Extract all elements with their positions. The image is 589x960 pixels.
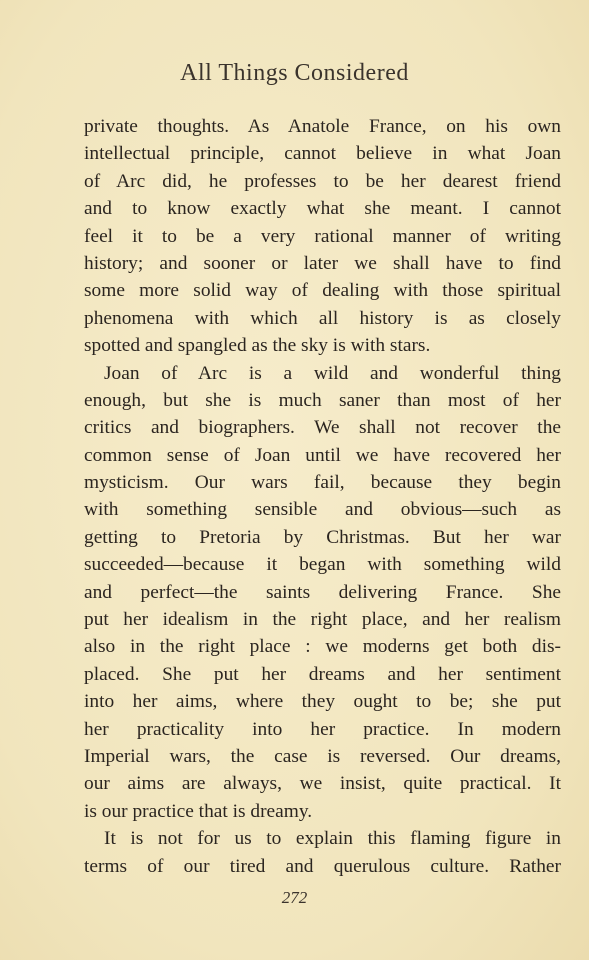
text-line: some more solid way of dealing with those spiritual (84, 280, 561, 302)
text-line: with something sensible and obvious—such as (84, 499, 561, 521)
page-number: 272 (281, 888, 308, 907)
body-text (84, 113, 561, 880)
text-line: private thoughts. As Anatole France, on his own (84, 116, 561, 137)
text-line: feel it to be a very rational manner of writing (84, 225, 561, 247)
text-line: critics and biographers. We shall not recover the (84, 417, 561, 439)
text-line: common sense of Joan until we have recovered her (84, 444, 561, 466)
text-line: mysticism. Our wars fail, because they begin (84, 472, 561, 494)
text-line: placed. She put her dreams and her sentiment (84, 663, 561, 685)
text-line: intellectual principle, cannot believe in what Joan (84, 143, 561, 165)
paragraph-start-line: Joan of Arc is a wild and wonderful thing (104, 362, 561, 384)
text-line: and to know exactly what she meant. I cannot (84, 198, 561, 220)
text-line: history; and sooner or later we shall have to find (84, 252, 561, 274)
text-line: into her aims, where they ought to be; she put (84, 691, 561, 713)
running-head: All Things Considered (180, 60, 409, 86)
text-line: also in the right place : we moderns get both dis- (84, 636, 561, 658)
text-line: her practicality into her practice. In modern (84, 718, 561, 740)
text-line: Imperial wars, the case is reversed. Our dreams, (84, 745, 561, 767)
text-line: getting to Pretoria by Christmas. But her war (84, 526, 561, 548)
text-line: our aims are always, we insist, quite practical. It (84, 773, 561, 795)
text-line: enough, but she is much saner than most of her (84, 389, 561, 411)
text-line: terms of our tired and querulous culture. Rather (84, 855, 561, 877)
text-line: is our practice that is dreamy. (84, 800, 313, 822)
text-line: of Arc did, he professes to be her dearest friend (84, 170, 561, 192)
text-line: succeeded—because it began with something wild (84, 554, 561, 576)
paragraph-start-line: It is not for us to explain this flaming figure in (104, 828, 561, 850)
text-line: put her idealism in the right place, and her realism (84, 609, 561, 631)
text-line: phenomena with which all history is as closely (84, 307, 561, 329)
text-line: spotted and spangled as the sky is with stars. (84, 335, 431, 357)
text-line: and perfect—the saints delivering France. She (84, 581, 561, 603)
